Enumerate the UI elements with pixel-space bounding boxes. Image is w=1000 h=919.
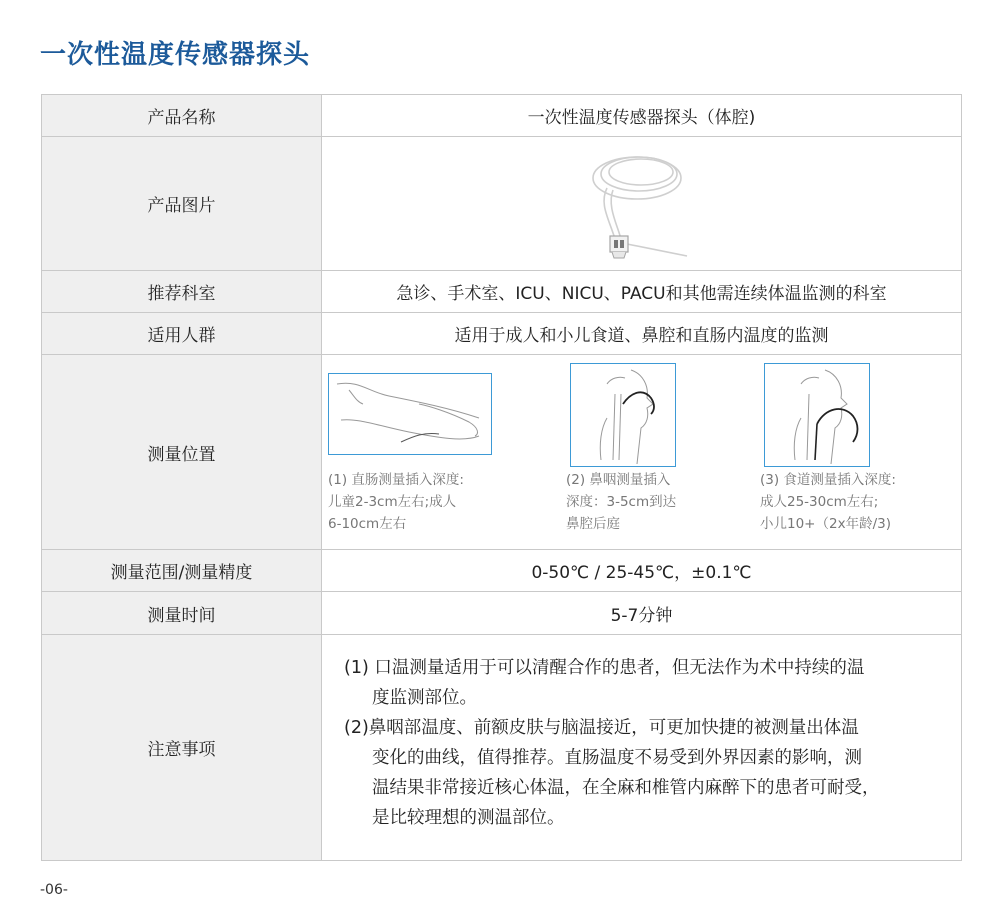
spec-table: [41, 94, 962, 861]
head-profile-icon: [765, 364, 869, 466]
row-product-image: [42, 137, 962, 271]
position-illustrations: [322, 355, 962, 549]
value-product-name: 一次性温度传感器探头（体腔): [322, 95, 962, 137]
position-caption-line: (1) 直肠测量插入深度:: [328, 472, 464, 488]
position-caption-line: 小儿10+（2x年龄/3): [760, 516, 891, 532]
head-profile-icon: [571, 364, 675, 466]
nasopharyngeal-illustration: [570, 363, 676, 467]
row-time: [42, 592, 962, 635]
value-population: 适用于成人和小儿食道、鼻腔和直肠内温度的监测: [322, 313, 962, 355]
product-image-cell: [322, 137, 962, 271]
value-time: 5-7分钟: [322, 592, 962, 635]
row-product-name: [42, 95, 962, 137]
note-line: (1) 口温测量适用于可以清醒合作的患者，但无法作为术中持续的温: [344, 658, 865, 678]
note-line: 温结果非常接近核心体温，在全麻和椎管内麻醉下的患者可耐受，: [372, 778, 880, 798]
position-caption-line: 鼻腔后庭: [566, 516, 620, 532]
notes-text: [322, 635, 961, 860]
value-department: 急诊、手术室、ICU、NICU、PACU和其他需连续体温监测的科室: [322, 271, 962, 313]
row-notes: [42, 635, 962, 861]
rectal-illustration: [328, 373, 492, 455]
label-range: 测量范围/测量精度: [42, 550, 322, 592]
row-position: [42, 355, 962, 550]
position-caption-line: (3) 食道测量插入深度:: [760, 472, 896, 488]
label-position: 测量位置: [42, 355, 322, 550]
temperature-probe-image: [587, 144, 697, 264]
label-product-image: 产品图片: [42, 137, 322, 271]
label-product-name: 产品名称: [42, 95, 322, 137]
row-department: [42, 271, 962, 313]
notes-cell: [322, 635, 962, 861]
note-line: (2)鼻咽部温度、前额皮肤与脑温接近，可更加快捷的被测量出体温: [344, 718, 859, 738]
position-cell: [322, 355, 962, 550]
page-number: -06-: [40, 882, 68, 898]
note-line: 是比较理想的测温部位。: [372, 808, 565, 828]
position-caption-line: (2) 鼻咽测量插入: [566, 472, 671, 488]
label-time: 测量时间: [42, 592, 322, 635]
position-caption-line: 6-10cm左右: [328, 516, 407, 532]
page-title: 一次性温度传感器探头: [40, 40, 311, 70]
position-caption-line: 成人25-30cm左右;: [760, 494, 879, 510]
label-department: 推荐科室: [42, 271, 322, 313]
rectal-diagram-icon: [329, 374, 491, 454]
row-range: [42, 550, 962, 592]
note-line: 度监测部位。: [372, 688, 477, 708]
value-range: 0-50℃ / 25-45℃，±0.1℃: [322, 550, 962, 592]
label-notes: 注意事项: [42, 635, 322, 861]
position-caption-line: 儿童2-3cm左右;成人: [328, 494, 457, 510]
note-line: 变化的曲线，值得推荐。直肠温度不易受到外界因素的影响，测: [372, 748, 862, 768]
position-caption-line: 深度：3-5cm到达: [566, 494, 677, 510]
esophageal-illustration: [764, 363, 870, 467]
row-population: [42, 313, 962, 355]
label-population: 适用人群: [42, 313, 322, 355]
